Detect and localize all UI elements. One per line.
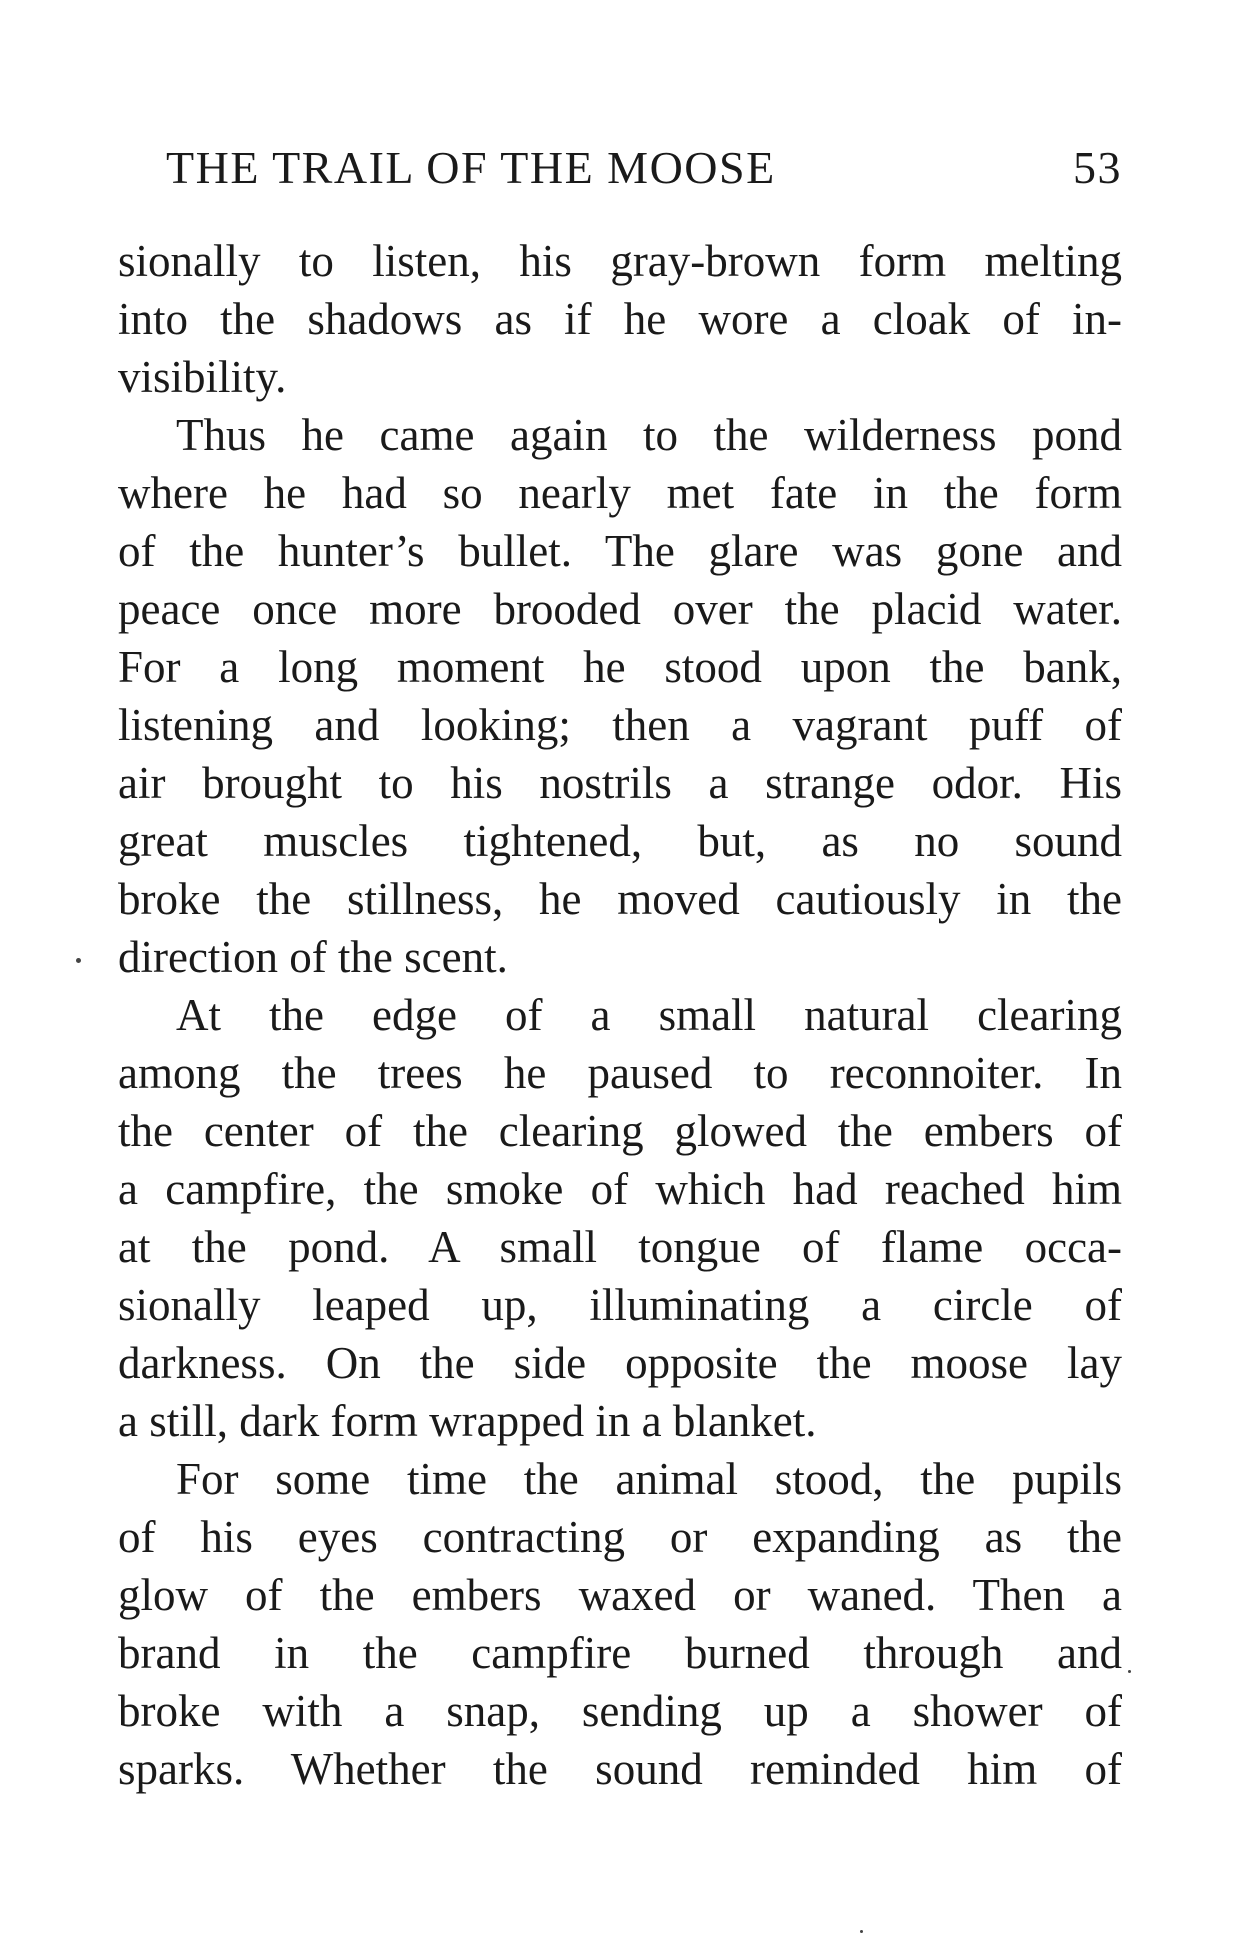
text-line: a campfire, the smoke of which had reached him xyxy=(118,1164,1122,1214)
text-line: sionally leaped up, illuminating a circle of xyxy=(118,1280,1122,1330)
text-line: For some time the animal stood, the pupils xyxy=(176,1454,1122,1504)
running-head-title: THE TRAIL OF THE MOOSE xyxy=(166,142,776,193)
text-line: into the shadows as if he wore a cloak of in- xyxy=(118,294,1122,344)
text-line: among the trees he paused to reconnoiter. In xyxy=(118,1048,1122,1098)
text-line: where he had so nearly met fate in the form xyxy=(118,468,1122,518)
text-line: a still, dark form wrapped in a blanket. xyxy=(118,1396,817,1446)
text-line: of the hunter’s bullet. The glare was gone and xyxy=(118,526,1122,576)
text-line: great muscles tightened, but, as no sound xyxy=(118,816,1122,866)
page-number: 53 xyxy=(1073,142,1122,193)
text-line: broke with a snap, sending up a shower of xyxy=(118,1686,1122,1736)
text-line: direction of the scent. xyxy=(118,932,508,982)
body-text xyxy=(118,232,1122,1798)
paper-speck xyxy=(76,958,81,963)
text-line: At the edge of a small natural clearing xyxy=(176,990,1122,1040)
running-head xyxy=(166,138,1122,198)
text-line: glow of the embers waxed or waned. Then a xyxy=(118,1570,1122,1620)
text-line: For a long moment he stood upon the bank, xyxy=(118,642,1122,692)
text-line: of his eyes contracting or expanding as the xyxy=(118,1512,1122,1562)
text-line: brand in the campfire burned through and xyxy=(118,1628,1122,1678)
text-line: listening and looking; then a vagrant puff of xyxy=(118,700,1122,750)
text-line: sionally to listen, his gray-brown form melting xyxy=(118,236,1122,286)
text-line: sparks. Whether the sound reminded him of xyxy=(118,1744,1122,1794)
text-line: Thus he came again to the wilderness pond xyxy=(176,410,1122,460)
text-line: air brought to his nostrils a strange odor. His xyxy=(118,758,1122,808)
paper-speck xyxy=(1128,1670,1131,1673)
text-line: the center of the clearing glowed the embers of xyxy=(118,1106,1122,1156)
paper-speck xyxy=(860,1930,863,1933)
text-line: darkness. On the side opposite the moose lay xyxy=(118,1338,1122,1388)
text-line: at the pond. A small tongue of flame occa- xyxy=(118,1222,1122,1272)
text-line: broke the stillness, he moved cautiously in the xyxy=(118,874,1122,924)
text-line: peace once more brooded over the placid water. xyxy=(118,584,1122,634)
text-line: visibility. xyxy=(118,352,287,402)
